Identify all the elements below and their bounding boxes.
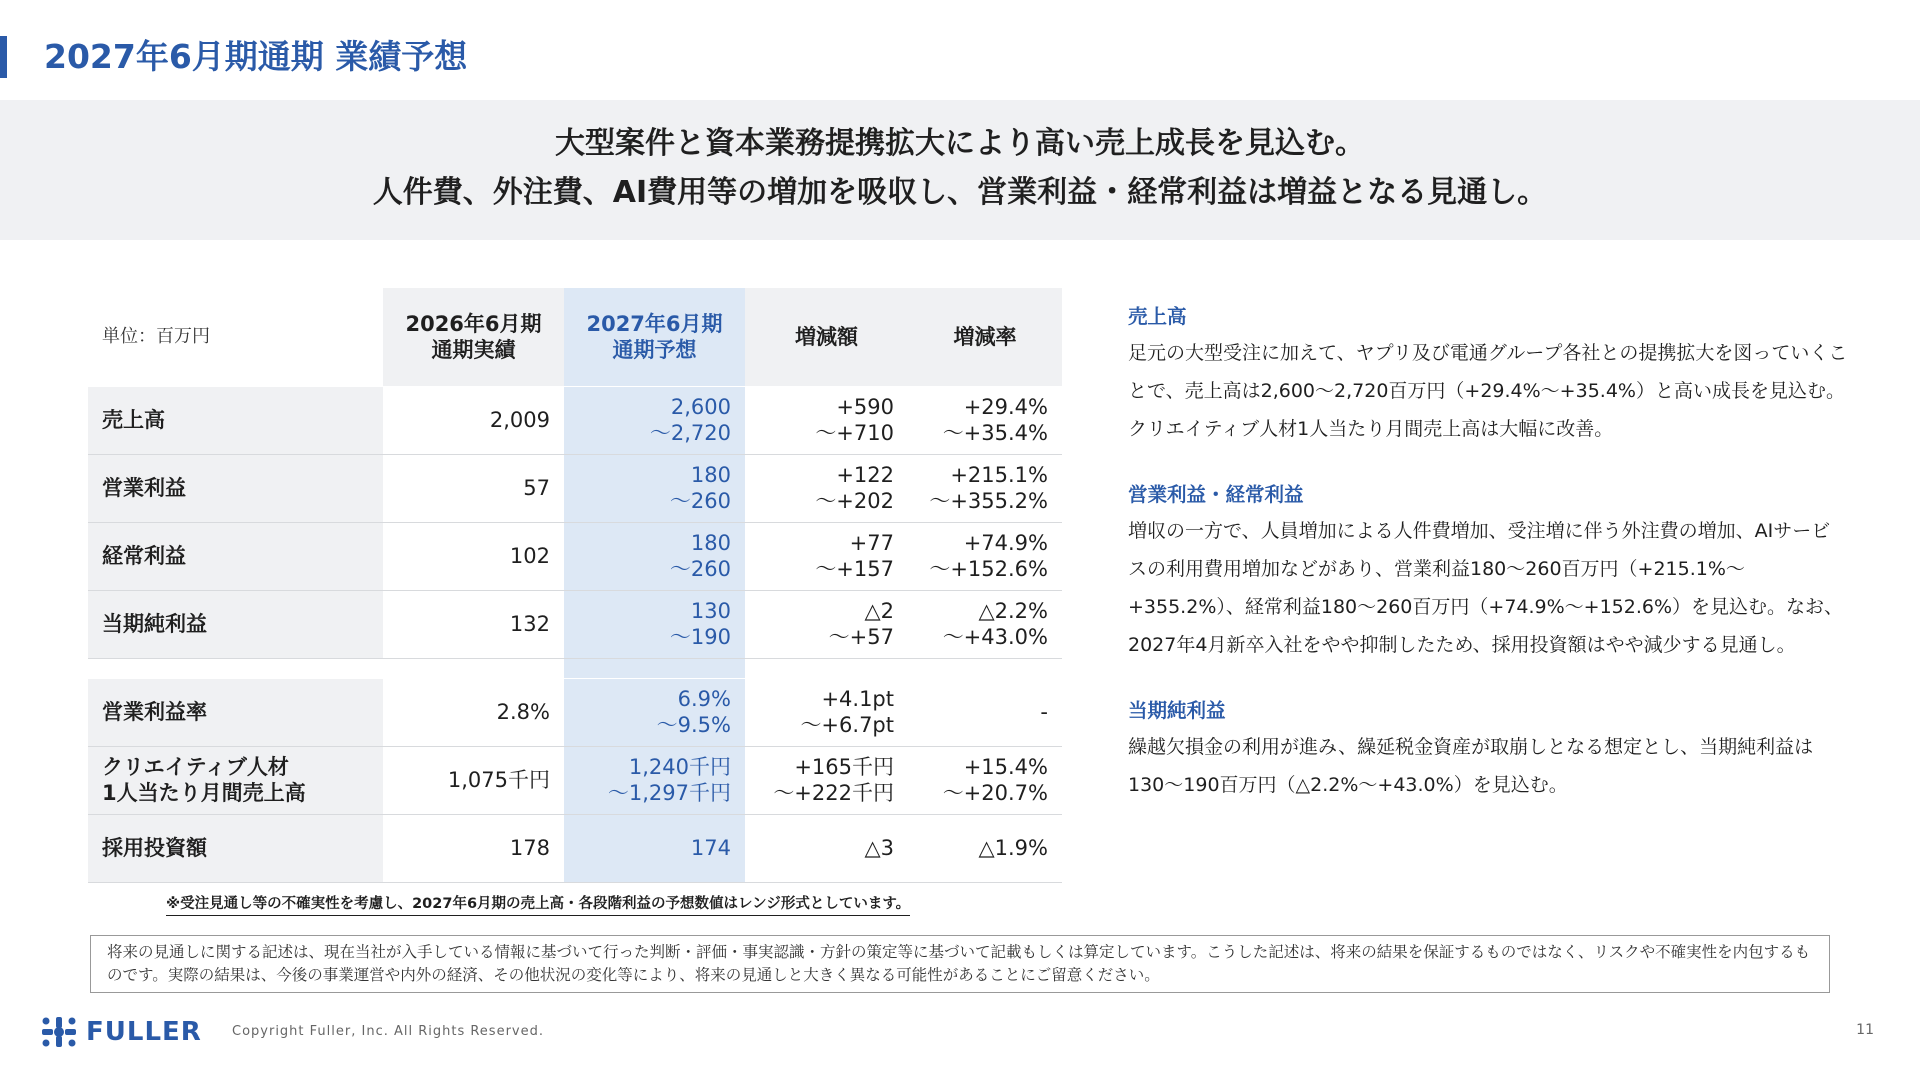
cell-rate: +215.1% ～+355.2% [908,454,1062,522]
table-row [88,454,1062,522]
cell-diff: +122 ～+202 [745,454,908,522]
row-label: 売上高 [88,386,383,454]
unit-label: 単位：百万円 [88,288,383,386]
header-fy27: 2027年6月期 通期予想 [564,288,745,386]
cell-fy27: 2,600 ～2,720 [564,386,745,454]
commentary [1128,300,1848,834]
cell-fy27: 6.9% ～9.5% [564,678,745,746]
section-body: 繰越欠損金の利用が進み、繰延税金資産が取崩しとなる想定とし、当期純利益は130～190百万円（△2.2%～+43.0%）を見込む。 [1128,736,1814,796]
section-heading: 売上高 [1128,305,1187,328]
row-label: 営業利益率 [88,678,383,746]
table-gap-row [88,658,1062,678]
cell-rate: - [908,678,1062,746]
cell-rate: △1.9% [908,814,1062,882]
header-diff: 増減額 [745,288,908,386]
section-sales [1128,300,1848,448]
cell-fy26: 178 [383,814,564,882]
row-label: 採用投資額 [88,814,383,882]
cell-fy26: 57 [383,454,564,522]
section-net-income [1128,694,1848,804]
table-row [88,678,1062,746]
cell-fy26: 1,075千円 [383,746,564,814]
cell-diff: +77 ～+157 [745,522,908,590]
section-heading: 営業利益・経常利益 [1128,483,1304,506]
cell-diff: △2 ～+57 [745,590,908,658]
table-row [88,746,1062,814]
summary-line-1: 大型案件と資本業務提携拡大により高い売上成長を見込む。 [555,126,1365,161]
cell-diff: +165千円 ～+222千円 [745,746,908,814]
cell-rate: +15.4% ～+20.7% [908,746,1062,814]
section-body: 足元の大型受注に加えて、ヤプリ及び電通グループ各社との提携拡大を図っていくことで、売上高は2,600～2,720百万円（+29.4%～+35.4%）と高い成長を見込む。クリエイティブ人材1人当たり月間売上高は大幅に改善。 [1128,342,1848,440]
header-rate: 増減率 [908,288,1062,386]
cell-rate: +74.9% ～+152.6% [908,522,1062,590]
cell-fy26: 2.8% [383,678,564,746]
page-title: 2027年6月期通期 業績予想 [44,37,468,76]
cell-diff: +4.1pt ～+6.7pt [745,678,908,746]
cell-fy26: 2,009 [383,386,564,454]
cell-fy27: 1,240千円 ～1,297千円 [564,746,745,814]
title-accent-bar [0,36,7,78]
row-label: 当期純利益 [88,590,383,658]
cell-fy26: 102 [383,522,564,590]
cell-diff: +590 ～+710 [745,386,908,454]
cell-diff: △3 [745,814,908,882]
forecast-table [88,288,1062,883]
row-label: クリエイティブ人材 1人当たり月間売上高 [88,746,383,814]
section-heading: 当期純利益 [1128,699,1226,722]
table-row [88,814,1062,882]
row-label: 経常利益 [88,522,383,590]
cell-fy26: 132 [383,590,564,658]
copyright: Copyright Fuller, Inc. All Rights Reserved. [232,1024,545,1039]
section-profit [1128,478,1848,664]
section-body: 増収の一方で、人員増加による人件費増加、受注増に伴う外注費の増加、AIサービスの利用費用増加などがあり、営業利益180～260百万円（+215.1%～+355.2%）、経常利益180～260百万円（+74.9%～+152.6%）を見込む。なお、2027年4月新卒入社をやや抑制したため、採用投資額はやや減少する見通し。 [1128,520,1844,656]
cell-fy27: 180 ～260 [564,522,745,590]
fuller-logo [40,1015,202,1049]
summary-line-2: 人件費、外注費、AI費用等の増加を吸収し、営業利益・経常利益は増益となる見通し。 [372,175,1548,210]
page-number: 11 [1856,1022,1874,1038]
logo-text: FULLER [86,1017,202,1047]
table-row [88,590,1062,658]
cell-rate: △2.2% ～+43.0% [908,590,1062,658]
cell-fy27: 130 ～190 [564,590,745,658]
cell-rate: +29.4% ～+35.4% [908,386,1062,454]
disclaimer-box: 将来の見通しに関する記述は、現在当社が入手している情報に基づいて行った判断・評価・事実認識・方針の策定等に基づいて記載もしくは算定しています。こうした記述は、将来の結果を保証するものではなく、リスクや不確実性を内包するものです。実際の結果は、今後の事業運営や内外の経済、その他状況の変化等により、将来の見通しと大きく異なる可能性があることにご留意ください。 [90,935,1830,993]
fuller-logo-icon [40,1015,78,1049]
cell-fy27: 174 [564,814,745,882]
table-row [88,522,1062,590]
table-footnote: ※受注見通し等の不確実性を考慮し、2027年6月期の売上高・各段階利益の予想数値はレンジ形式としています。 [166,892,910,916]
cell-fy27: 180 ～260 [564,454,745,522]
table-row [88,386,1062,454]
header-fy26: 2026年6月期 通期実績 [383,288,564,386]
row-label: 営業利益 [88,454,383,522]
